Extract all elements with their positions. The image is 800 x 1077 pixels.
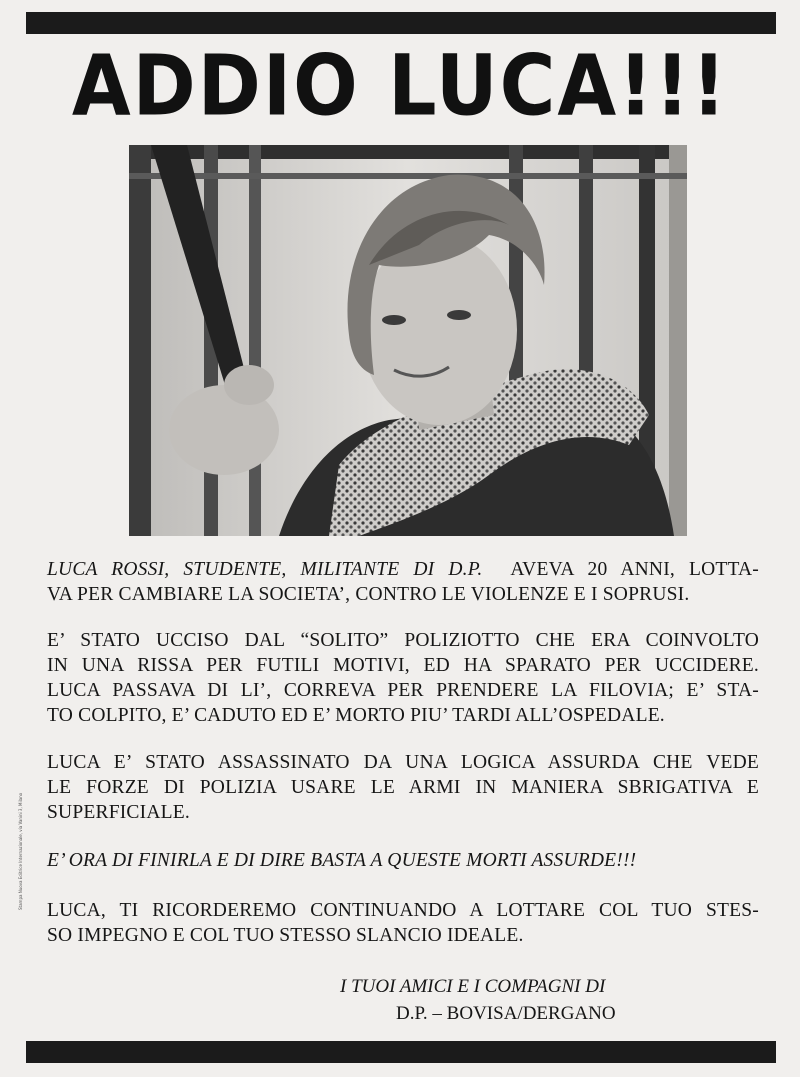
portrait-photo-illustration [129,145,687,536]
paragraph-line: LE FORZE DI POLIZIA USARE LE ARMI IN MANIERA SBRIGATIVA E [47,777,759,798]
paragraph-line: LUCA E’ STATO ASSASSINATO DA UNA LOGICA ASSURDA CHE VEDE [47,752,759,773]
paragraph-line: LUCA PASSAVA DI LI’, CORREVA PER PRENDERE LA FILOVIA; E’ STA- [47,680,759,701]
paragraph-logic [47,750,759,825]
signature-line-2: D.P. – BOVISA/DERGANO [396,1003,616,1024]
paragraph-remember [47,898,759,948]
intro-line-2: VA PER CAMBIARE LA SOCIETA’, CONTRO LE VIOLENZE E I SOPRUSI. [47,584,690,605]
paragraph-line: E’ STATO UCCISO DAL “SOLITO” POLIZIOTTO CHE ERA COINVOLTO [47,630,759,651]
top-black-bar [26,12,776,34]
paragraph-killing [47,628,759,728]
intro-italic-text: LUCA ROSSI, STUDENTE, MILITANTE DI D.P. [47,559,483,580]
signature-line-1: I TUOI AMICI E I COMPAGNI DI [340,976,606,997]
paragraph-line: SUPERFICIALE. [47,802,190,823]
paragraph-line: E’ ORA DI FINIRLA E DI DIRE BASTA A QUESTE MORTI ASSURDE!!! [47,850,637,871]
paragraph-enough [47,848,759,873]
bottom-black-bar [26,1041,776,1063]
paragraph-line: TO COLPITO, E’ CADUTO ED E’ MORTO PIU’ TARDI ALL’OSPEDALE. [47,705,665,726]
paragraph-line: SO IMPEGNO E COL TUO STESSO SLANCIO IDEALE. [47,925,524,946]
printer-note: Stampa Nuova Editrice Internazionale, via Vanini 3, Milano [18,792,23,910]
poster-title: ADDIO LUCA!!! [71,36,729,135]
paragraph-line: IN UNA RISSA PER FUTILI MOTIVI, ED HA SPARATO PER UCCIDERE. [47,655,759,676]
paragraph-line: LUCA, TI RICORDEREMO CONTINUANDO A LOTTARE COL TUO STES- [47,900,759,921]
intro-text-rest: AVEVA 20 ANNI, LOTTA- [510,559,759,580]
portrait-photo [129,145,687,536]
paragraph-intro [47,557,759,607]
